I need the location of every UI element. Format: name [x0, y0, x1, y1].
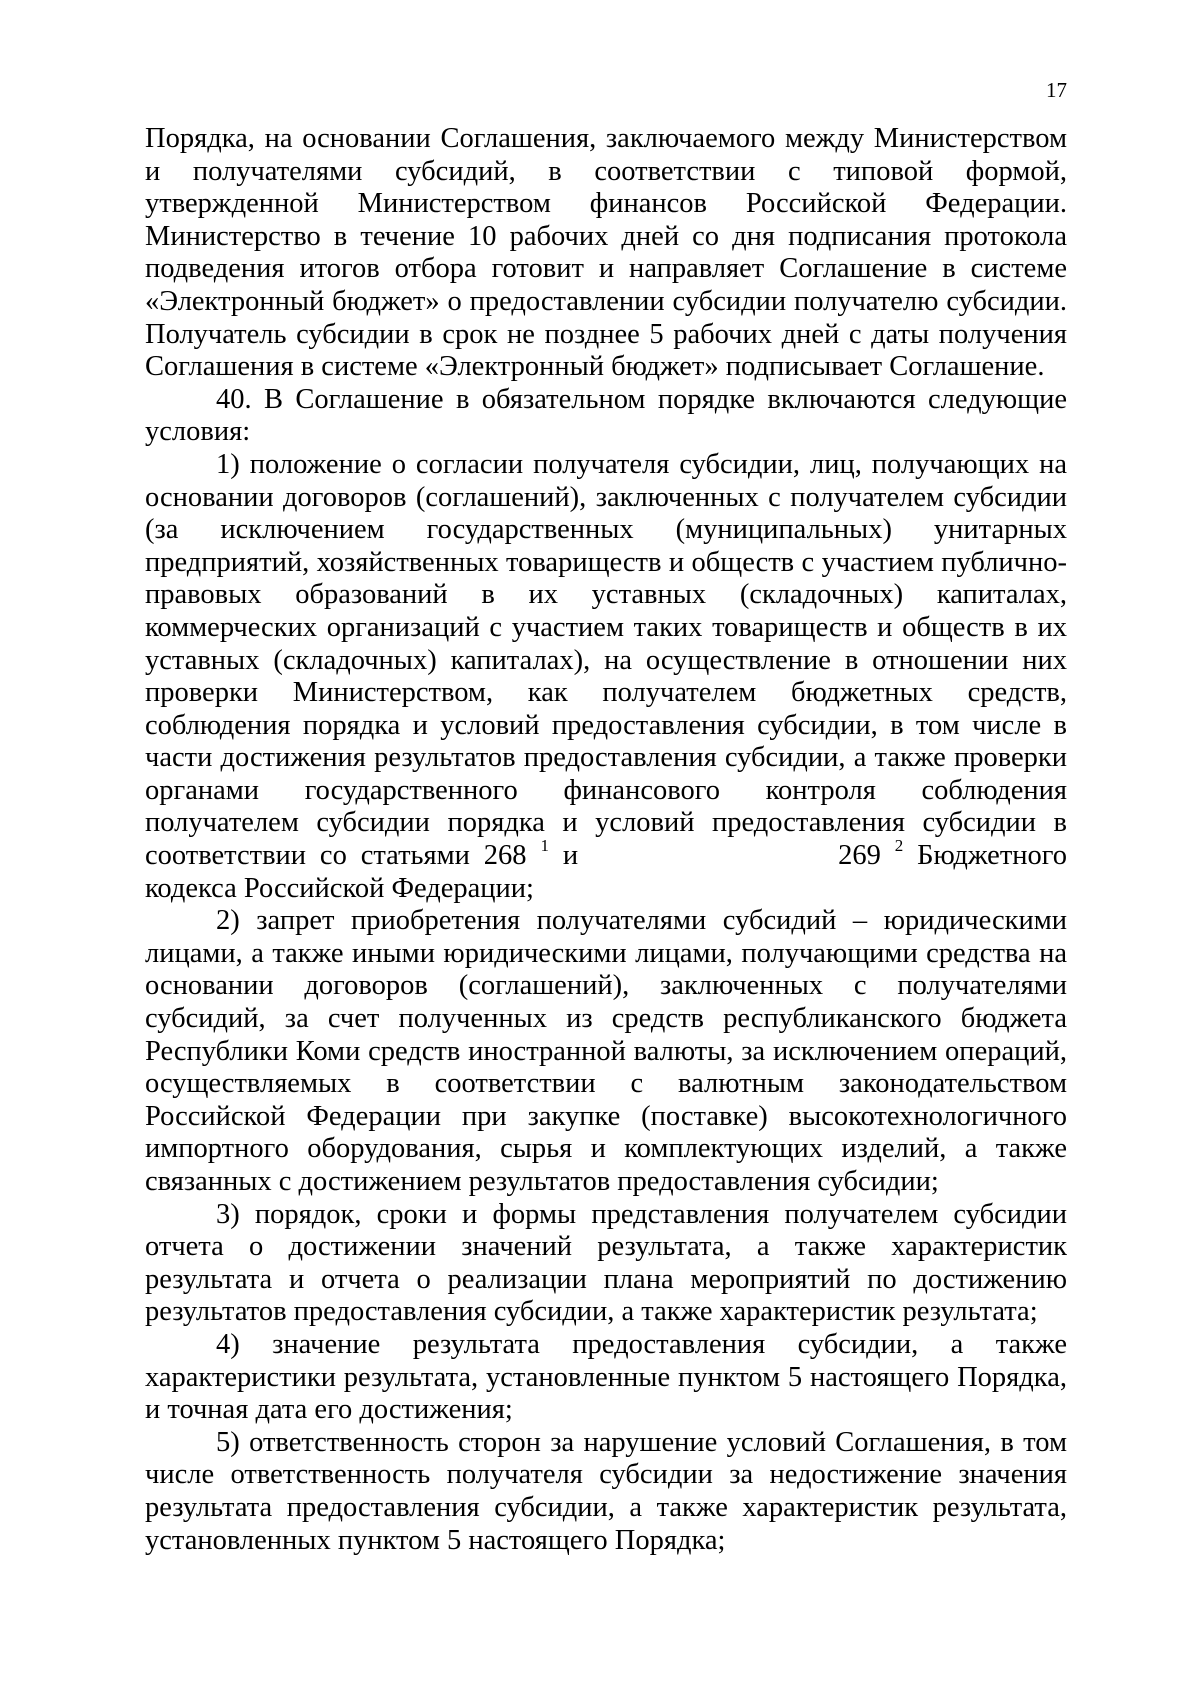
paragraph-item-5: 5) ответственность сторон за нарушение условий Соглашения, в том числе ответственность получателя субсидии за недостижение значения результата предоставления субсидии, а также характеристик результата, установленных пунктом 5 настоящего Порядка; — [145, 1426, 1067, 1556]
paragraph-item-4: 4) значение результата предоставления субсидии, а также характеристики результата, установленные пунктом 5 настоящего Порядка, и точная дата его достижения; — [145, 1328, 1067, 1426]
item-1-article-269: 269 — [838, 840, 881, 872]
item-1-tail: Бюджетного кодекса Российской Федерации; — [145, 840, 1068, 904]
item-1-and: и — [562, 840, 579, 872]
document-body — [145, 123, 1067, 1557]
footnote-sup-2: 2 — [894, 835, 904, 855]
item-1-text: 1) положение о согласии получателя субсидии, лиц, получающих на основании договоров (соглашений), заключенных с получателем субсидии (за исключением государственных (муниципальных) унитарных предприятий, хозяйственных товариществ и обществ с участием публично-правовых образований в их уставных (складочных) капиталах, коммерческих организаций с участием таких товариществ и обществ в их уставных (складочных) капиталах), на осуществление в отношении них проверки Министерством, как получателем бюджетных средств, соблюдения порядка и условий предоставления субсидии, в том числе в части достижения результатов предоставления субсидии, а также проверки органами государственного финансового контроля соблюдения получателем субсидии порядка и условий предоставления субсидии в соответствии со статьями 268 — [145, 448, 1067, 872]
paragraph-item-1 — [145, 449, 1067, 905]
page-number: 17 — [1046, 78, 1067, 102]
paragraph-continuation: Порядка, на основании Соглашения, заключаемого между Министерством и получателями субсидий, в соответствии с типовой формой, утвержденной Министерством финансов Российской Федерации. Министерство в течение 10 рабочих дней со дня подписания протокола подведения итогов отбора готовит и направляет Соглашение в системе «Электронный бюджет» о предоставлении субсидии получателю субсидии. Получатель субсидии в срок не позднее 5 рабочих дней с даты получения Соглашения в системе «Электронный бюджет» подписывает Соглашение. — [145, 123, 1067, 383]
footnote-sup-1: 1 — [540, 835, 549, 855]
paragraph-item-2: 2) запрет приобретения получателями субсидий – юридическими лицами, а также иными юридическими лицами, получающими средства на основании договоров (соглашений), заключенных с получателями субсидий, за счет полученных из средств республиканского бюджета Республики Коми средств иностранной валюты, за исключением операций, осуществляемых в соответствии с валютным законодательством Российской Федерации при закупке (поставке) высокотехнологичного импортного оборудования, сырья и комплектующих изделий, а также связанных с достижением результатов предоставления субсидии; — [145, 905, 1067, 1197]
paragraph-item-3: 3) порядок, сроки и формы представления получателем субсидии отчета о достижении значений результата, а также характеристик результата и отчета о реализации плана мероприятий по достижению результатов предоставления субсидии, а также характеристик результата; — [145, 1198, 1067, 1328]
paragraph-40: 40. В Соглашение в обязательном порядке включаются следующие условия: — [145, 383, 1067, 448]
